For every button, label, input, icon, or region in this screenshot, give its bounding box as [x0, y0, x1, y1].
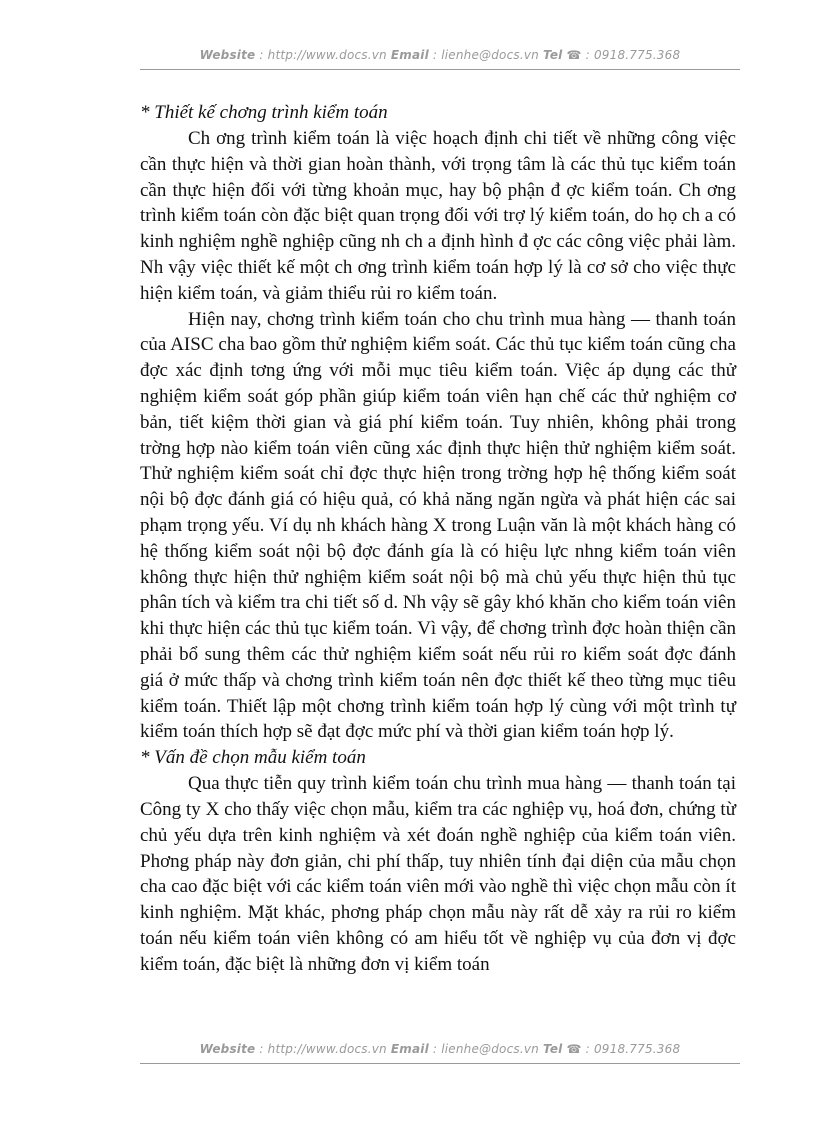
footer-email-label: Email — [390, 1042, 429, 1056]
tel-separator: : — [581, 48, 594, 62]
footer-website-separator: : — [255, 1042, 268, 1056]
footer-phone-icon: ☎ — [566, 1042, 582, 1056]
paragraph-sampling: Qua thực tiễn quy trình kiểm toán chu trình mua hàng — thanh toán tại Công ty X cho thấy việc chọn mẫu, kiểm tra các nghiệp vụ, hoá đơn, chứng từ chủ yếu dựa trên kinh nghiệm và xét đoán nghề nghiệp của kiểm toán viên. Phơng pháp này đơn giản, chi phí thấp, tuy nhiên tính đại diện của mẫu chọn cha cao đặc biệt với các kiểm toán viên mới vào nghề thì việc chọn mẫu còn ít kinh nghiệm. Mặt khác, phơng pháp chọn mẫu này rất dễ xảy ra rủi ro kiểm toán nếu kiểm toán viên không có am hiểu tốt về nghiệp vụ của đơn vị đợc kiểm toán, đặc biệt là những đơn vị kiểm toán — [140, 773, 736, 975]
tel-label: Tel — [542, 48, 563, 62]
phone-icon: ☎ — [566, 48, 582, 62]
paragraph-aisc-program: Hiện nay, chơng trình kiểm toán cho chu trình mua hàng — thanh toán của AISC cha bao gồm thử nghiệm kiểm soát. Các thủ tục kiểm toán cũng cha đợc xác định tơng ứng với mỗi mục tiêu kiểm toán. Việc áp dụng các thử nghiệm kiểm soát góp phần giúp kiểm toán viên hạn chế các thử nghiệm cơ bản, tiết kiệm thời gian và giá phí kiểm toán. Tuy nhiên, không phải trong trờng hợp nào kiểm toán viên cũng xác định thực hiện thử nghiệm kiểm soát. Thử nghiệm kiểm soát chỉ đợc thực hiện trong trờng hợp hệ thống kiểm soát nội bộ đợc đánh giá có hiệu quả, có khả năng ngăn ngừa và phát hiện các sai phạm trọng yếu. Ví dụ nh khách hàng X trong Luận văn là một khách hàng có hệ thống kiểm soát nội bộ đợc đánh gía là có hiệu lực nhng kiểm toán viên không thực hiện thử nghiệm kiểm soát nội bộ mà chủ yếu thực hiện thủ tục phân tích và kiểm tra chi tiết số d. Nh vậy sẽ gây khó khăn cho kiểm toán viên khi thực hiện các thủ tục kiểm toán. Vì vậy, để chơng trình đợc hoàn thiện cần phải bổ sung thêm các thử nghiệm kiểm soát nếu rủi ro kiểm soát đợc đánh giá ở mức thấp và chơng trình kiểm toán nên đợc thiết kế theo từng mục tiêu kiểm toán. Thiết lập một chơng trình kiểm toán hợp lý cùng với một trình tự kiểm toán thích hợp sẽ đạt đợc mức phí và thời gian kiểm toán hợp lý. — [140, 308, 736, 743]
page-footer — [140, 1042, 740, 1056]
page-header — [140, 48, 740, 62]
footer-tel-label: Tel — [542, 1042, 563, 1056]
tel-value: 0918.775.368 — [593, 48, 681, 62]
website-url: http://www.docs.vn — [267, 48, 387, 62]
email-separator: : — [428, 48, 442, 62]
header-divider — [140, 69, 740, 70]
footer-divider — [140, 1063, 740, 1064]
footer-email-value: lienhe@docs.vn — [441, 1042, 539, 1056]
footer-tel-value: 0918.775.368 — [593, 1042, 681, 1056]
section-heading-sampling: * Vấn đề chọn mẫu kiểm toán — [140, 747, 366, 769]
website-label: Website — [199, 48, 256, 62]
email-value: lienhe@docs.vn — [441, 48, 539, 62]
paragraph-program-definition: Ch ơng trình kiểm toán là việc hoạch định chi tiết về những công việc cần thực hiện và thời gian hoàn thành, với trọng tâm là các thủ tục kiểm toán cần thực hiện đối với từng khoản mục, hay bộ phận đ ợc kiểm toán. Ch ơng trình kiểm toán còn đặc biệt quan trọng đối với trợ lý kiểm toán, do họ ch a có kinh nghiệm nghề nghiệp cũng nh ch a định hình đ ợc các công việc phải làm. Nh vậy việc thiết kế một ch ơng trình kiểm toán hợp lý là cơ sở cho việc thực hiện kiểm toán, và giảm thiểu rủi ro kiểm toán. — [140, 128, 736, 304]
footer-tel-separator: : — [581, 1042, 594, 1056]
footer-website-label: Website — [199, 1042, 256, 1056]
footer-email-separator: : — [428, 1042, 442, 1056]
footer-website-url: http://www.docs.vn — [267, 1042, 387, 1056]
section-heading-program-design: * Thiết kế chơng trình kiểm toán — [140, 102, 388, 123]
email-label: Email — [390, 48, 429, 62]
website-separator: : — [255, 48, 268, 62]
document-body — [140, 100, 736, 978]
